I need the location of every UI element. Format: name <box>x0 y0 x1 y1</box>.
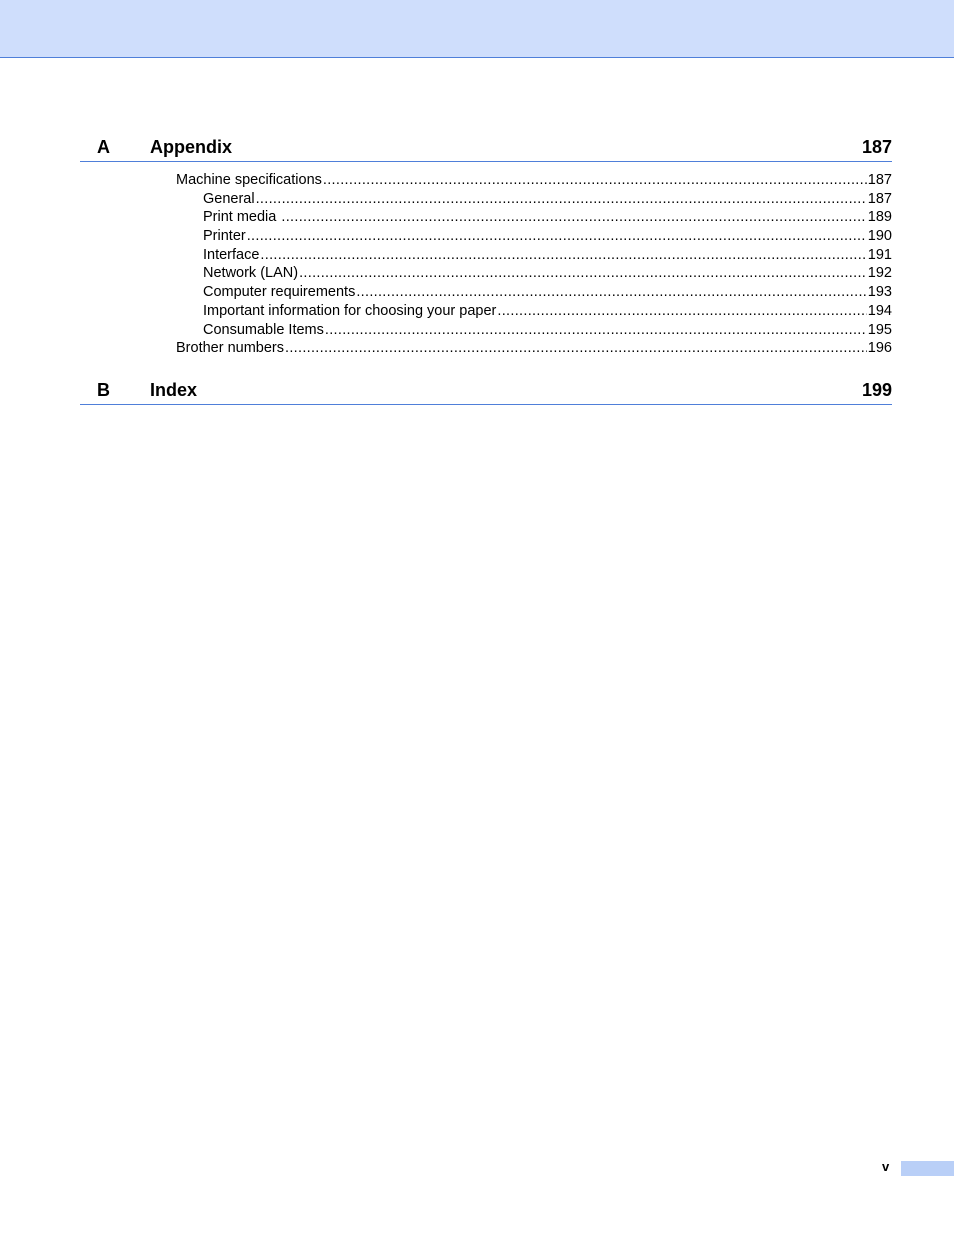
dot-leader <box>497 302 866 321</box>
toc-entry-page: 196 <box>867 340 892 357</box>
toc-entry-title: Machine specifications <box>176 172 322 188</box>
section-title: Appendix <box>150 137 233 157</box>
dot-leader <box>299 264 867 283</box>
dot-leader <box>285 339 867 358</box>
toc-entry-page: 190 <box>867 228 892 245</box>
dot-leader <box>260 246 866 265</box>
toc-entry-title: Interface <box>203 246 260 263</box>
toc-entry[interactable] <box>0 208 892 227</box>
toc-entry-title: Network (LAN) <box>203 265 299 282</box>
dot-leader <box>325 321 867 340</box>
section-heading-appendix[interactable] <box>80 137 892 162</box>
dot-leader <box>281 208 866 227</box>
toc-entry[interactable] <box>0 321 892 340</box>
toc-entry-page: 194 <box>867 302 892 319</box>
section-letter: A <box>97 137 110 157</box>
dot-leader <box>247 227 867 246</box>
toc-entry-page: 187 <box>867 190 892 207</box>
toc-entry-list <box>0 171 954 358</box>
toc-entry-title: Computer requirements <box>203 284 356 301</box>
toc-entry-title: Brother numbers <box>176 340 284 357</box>
toc-entry[interactable] <box>0 339 892 358</box>
toc-entry[interactable] <box>0 246 892 265</box>
header-band <box>0 0 954 58</box>
toc-entry-title: General <box>203 190 255 207</box>
section-page-number: 187 <box>861 137 892 157</box>
toc-entry-page: 195 <box>867 321 892 338</box>
toc-entry-page: 192 <box>867 265 892 282</box>
toc-entry[interactable] <box>0 302 892 321</box>
footer-tab <box>901 1161 954 1176</box>
section-heading-index[interactable] <box>80 380 892 405</box>
toc-entry[interactable] <box>0 190 892 209</box>
section-title: Index <box>150 380 198 400</box>
section-page-number: 199 <box>861 380 892 400</box>
toc-entry[interactable] <box>0 264 892 283</box>
toc-entry[interactable] <box>0 283 892 302</box>
toc-entry[interactable] <box>0 171 892 190</box>
toc-entry-page: 189 <box>867 209 892 226</box>
toc-entry-page: 193 <box>867 284 892 301</box>
footer-page-number: v <box>882 1159 890 1174</box>
section-letter: B <box>97 380 110 400</box>
toc-entry-page: 187 <box>867 172 892 188</box>
dot-leader <box>356 283 866 302</box>
toc-entry-title: Important information for choosing your paper <box>203 302 497 319</box>
toc-entry-title: Consumable Items <box>203 321 324 338</box>
dot-leader <box>256 190 867 209</box>
toc-entry-title: Printer <box>203 228 246 245</box>
dot-leader <box>323 171 867 190</box>
toc-entry-page: 191 <box>867 246 892 263</box>
toc-entry-title: Print media <box>203 209 281 226</box>
toc-entry[interactable] <box>0 227 892 246</box>
